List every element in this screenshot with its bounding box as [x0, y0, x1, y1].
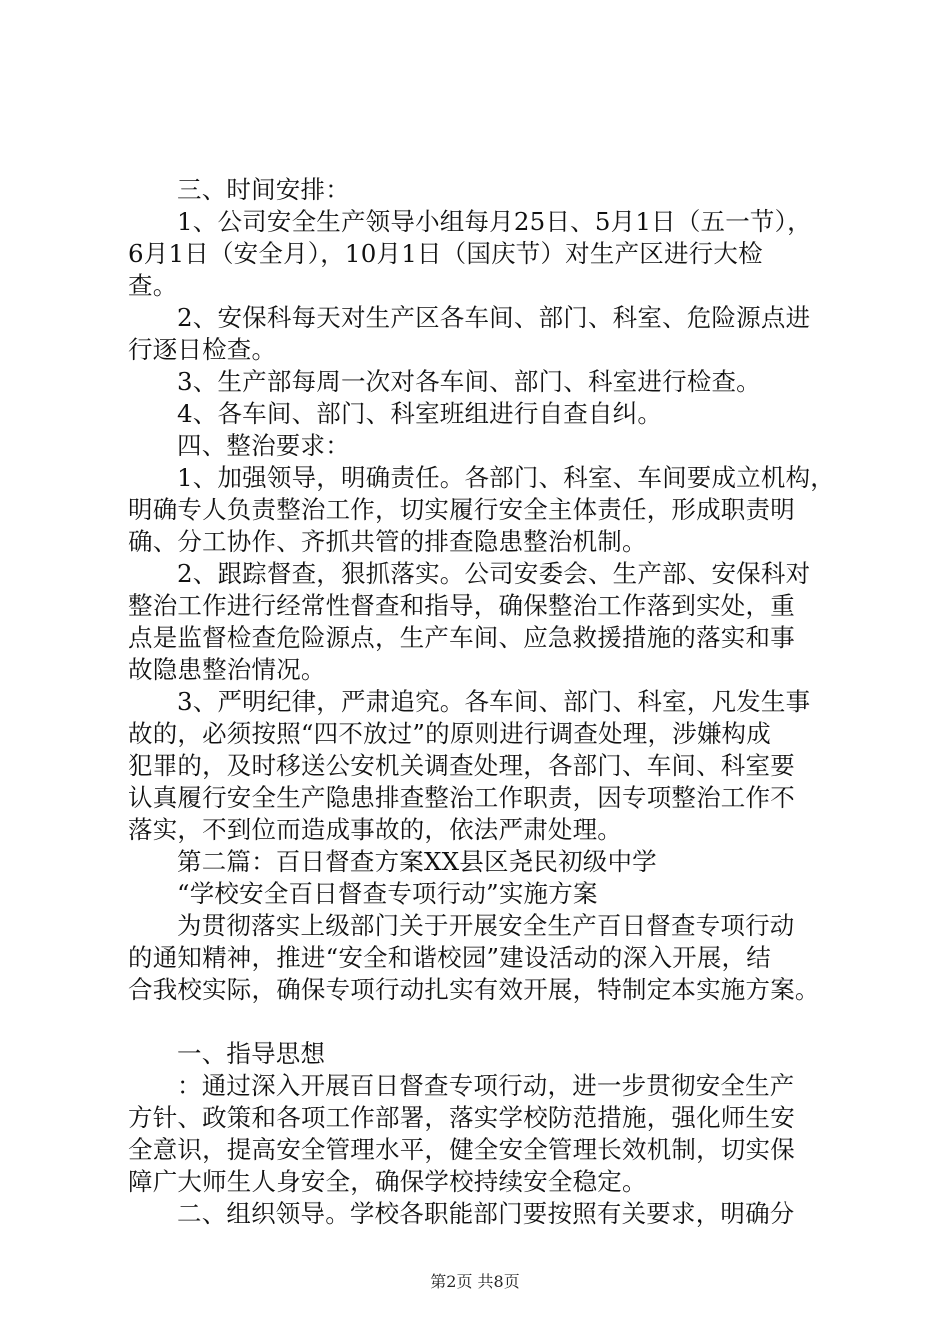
section-title-part-two: 第二篇：百日督查方案XX县区尧民初级中学: [177, 847, 657, 876]
paragraph-line: 4、各车间、部门、科室班组进行自查自纠。: [177, 399, 663, 428]
heading-requirements: 四、整治要求：: [177, 431, 350, 460]
paragraph-line: 认真履行安全生产隐患排查整治工作职责，因专项整治工作不: [128, 783, 795, 812]
heading-guiding-thought: 一、指导思想: [177, 1039, 326, 1068]
paragraph-line: 故隐患整治情况。: [128, 655, 326, 684]
page-number-footer: 第2页 共8页: [430, 1272, 520, 1291]
paragraph-line: 整治工作进行经常性督查和指导，确保整治工作落到实处，重: [128, 591, 795, 620]
paragraph-line: 的通知精神，推进“安全和谐校园”建设活动的深入开展，结: [128, 943, 771, 972]
paragraph-line: 犯罪的，及时移送公安机关调查处理，各部门、车间、科室要: [128, 751, 795, 780]
paragraph-line: 1、加强领导，明确责任。各部门、科室、车间要成立机构，: [177, 463, 835, 492]
plan-title: “学校安全百日督查专项行动”实施方案: [177, 879, 598, 908]
paragraph-line: 2、安保科每天对生产区各车间、部门、科室、危险源点进: [177, 303, 811, 332]
paragraph-line: 落实，不到位而造成事故的，依法严肃处理。: [128, 815, 622, 844]
paragraph-line: 全意识，提高安全管理水平，健全安全管理长效机制，切实保: [128, 1135, 795, 1164]
paragraph-line: 合我校实际，确保专项行动扎实有效开展，特制定本实施方案。: [128, 975, 820, 1004]
paragraph-line: 障广大师生人身安全，确保学校持续安全稳定。: [128, 1167, 647, 1196]
paragraph-line: 3、严明纪律，严肃追究。各车间、部门、科室，凡发生事: [177, 687, 811, 716]
paragraph-line: 方针、政策和各项工作部署，落实学校防范措施，强化师生安: [128, 1103, 795, 1132]
paragraph-line: 行逐日检查。: [128, 335, 277, 364]
paragraph-line: 为贯彻落实上级部门关于开展安全生产百日督查专项行动: [177, 911, 795, 940]
paragraph-line: 确、分工协作、齐抓共管的排查隐患整治机制。: [128, 527, 647, 556]
paragraph-line: 查。: [128, 271, 178, 300]
paragraph-line: 2、跟踪督查，狠抓落实。公司安委会、生产部、安保科对: [177, 559, 811, 588]
paragraph-line: 点是监督检查危险源点，生产车间、应急救援措施的落实和事: [128, 623, 795, 652]
paragraph-line: 3、生产部每周一次对各车间、部门、科室进行检查。: [177, 367, 761, 396]
paragraph-line: ：通过深入开展百日督查专项行动，进一步贯彻安全生产: [177, 1071, 795, 1100]
paragraph-line: 6月1日（安全月），10月1日（国庆节）对生产区进行大检: [128, 239, 763, 268]
paragraph-line: 故的，必须按照“四不放过”的原则进行调查处理，涉嫌构成: [128, 719, 771, 748]
paragraph-line: 明确专人负责整治工作，切实履行安全主体责任，形成职责明: [128, 495, 795, 524]
paragraph-line: 1、公司安全生产领导小组每月25日、5月1日（五一节），: [177, 207, 812, 236]
paragraph-line: 二、组织领导。学校各职能部门要按照有关要求，明确分: [177, 1199, 795, 1228]
heading-time-arrangement: 三、时间安排：: [177, 175, 350, 204]
